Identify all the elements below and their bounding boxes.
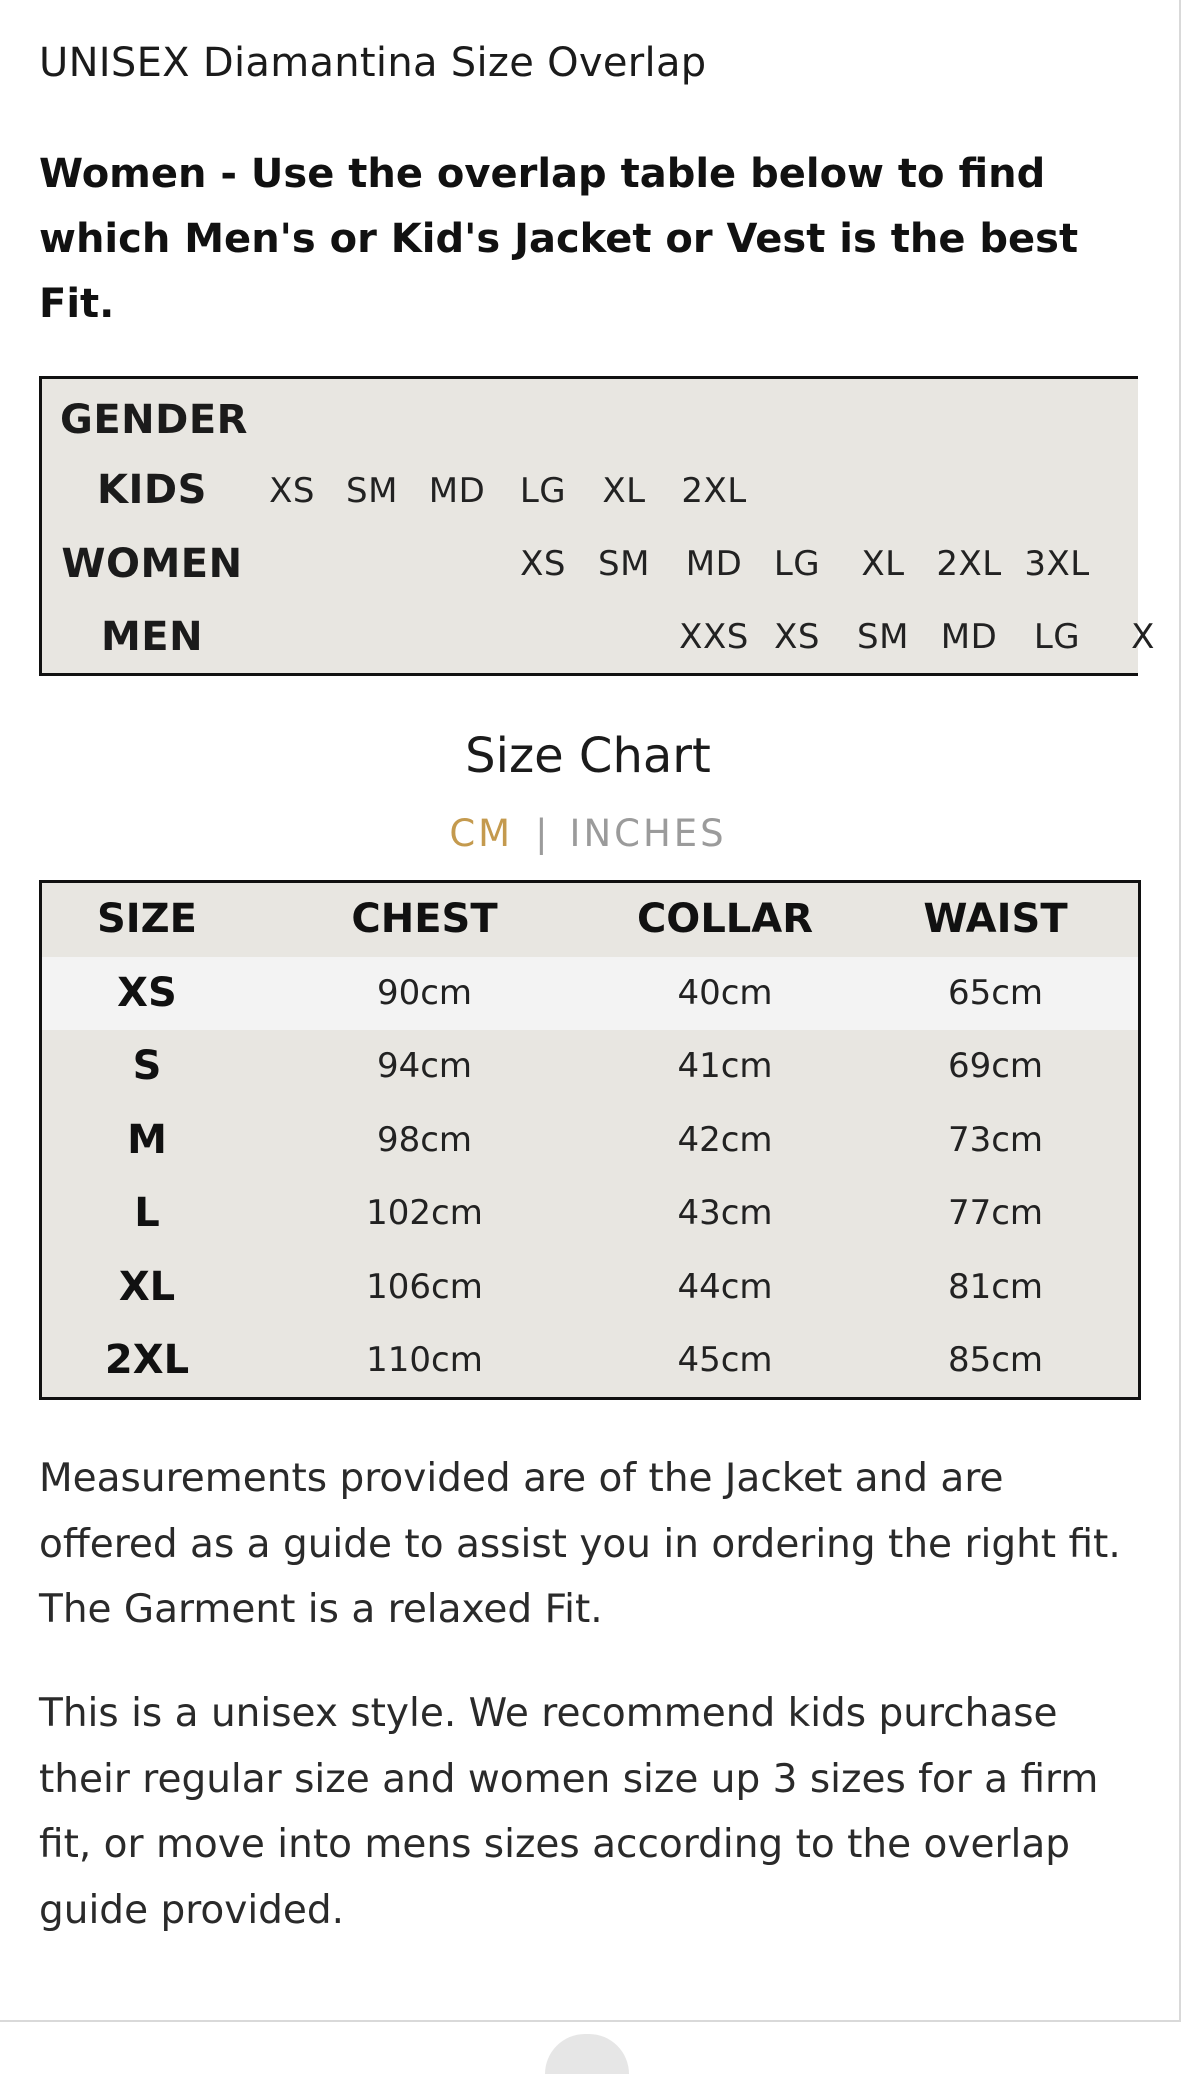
waist-cell: 65cm [947,972,1044,1013]
overlap-cell: LG [519,471,567,511]
chest-cell: 94cm [376,1046,473,1086]
overlap-cell: XS [774,617,820,657]
size-cell: L [134,1190,160,1236]
overlap-row-label-women: WOMEN [61,541,243,587]
table-row [42,1251,1138,1325]
overlap-cell: XS [520,544,566,584]
overlap-cell: 3XL [1024,544,1090,584]
unit-toggle [39,812,1137,855]
collar-cell: 40cm [677,972,773,1013]
unit-cm-toggle[interactable]: CM [449,812,514,855]
size-chart-title: Size Chart [465,728,711,784]
measurement-note: Measurements provided are of the Jacket and are offered as a guide to assist you in ordering the right fit. The Garment is a relaxed Fit. [39,1456,1121,1632]
overlap-cell: LG [1033,617,1081,657]
size-cell: XS [117,969,177,1016]
overlap-cell: XXS [679,617,749,657]
collar-cell: 44cm [677,1266,773,1307]
size-chart-header-row [42,883,1138,957]
collar-cell: 45cm [677,1340,773,1380]
overlap-cell: XL [861,544,905,584]
unit-separator: | [535,812,548,855]
table-row [42,1030,1138,1104]
overlap-row-label-men: MEN [100,614,204,660]
waist-cell: 73cm [947,1119,1044,1160]
table-row [42,1177,1138,1251]
waist-cell: 69cm [947,1046,1044,1086]
size-cell: 2XL [104,1337,190,1383]
scroll-handle[interactable] [545,2034,629,2074]
overlap-cell: SM [857,617,909,657]
overlap-cell: XL [602,471,646,511]
overlap-cell: LG [773,544,821,584]
waist-cell: 81cm [947,1266,1044,1307]
overlap-cell: MD [685,544,743,584]
unisex-fit-note: This is a unisex style. We recommend kids purchase their regular size and women size up 3 sizes for a firm fit, or move into mens sizes according to the overlap guide provided. [39,1691,1099,1933]
column-header-waist: WAIST [923,896,1068,942]
overlap-cell: XS [269,471,315,511]
overlap-cell: X [1131,617,1155,657]
overlap-cell: MD [940,617,998,657]
table-row [42,1104,1138,1178]
overlap-cell: MD [428,471,486,511]
overlap-row-label-kids: KIDS [97,467,207,513]
column-header-size: SIZE [96,896,198,942]
size-cell: XL [118,1263,176,1310]
table-row [42,957,1138,1031]
scroll-edge-divider [1179,0,1181,2020]
unit-inches-toggle[interactable]: INCHES [569,812,727,855]
overlap-header-gender: GENDER [60,397,248,443]
chest-cell: 102cm [366,1193,483,1233]
collar-cell: 43cm [677,1193,773,1233]
collar-cell: 42cm [677,1119,773,1160]
overlap-cell: SM [598,544,650,584]
collar-cell: 41cm [677,1046,773,1086]
size-cell: M [127,1116,167,1163]
table-row [42,1324,1138,1398]
overlap-cell: 2XL [681,471,747,511]
size-chart-table [39,880,1141,1400]
column-header-collar: COLLAR [636,896,814,942]
column-header-chest: CHEST [351,896,498,942]
bottom-divider [0,2020,1181,2022]
overlap-cell: 2XL [936,544,1002,584]
waist-cell: 77cm [947,1193,1044,1233]
page-title: UNISEX Diamantina Size Overlap [39,40,707,86]
size-cell: S [132,1043,162,1089]
chest-cell: 110cm [366,1340,483,1380]
size-overlap-table [39,376,1155,676]
chest-cell: 98cm [376,1119,473,1160]
waist-cell: 85cm [947,1340,1044,1380]
chest-cell: 106cm [366,1266,483,1307]
chest-cell: 90cm [376,972,473,1013]
overlap-cell: SM [346,471,398,511]
overlap-instructions-heading: Women - Use the overlap table below to find which Men's or Kid's Jacket or Vest is the best Fit. [39,151,1079,327]
